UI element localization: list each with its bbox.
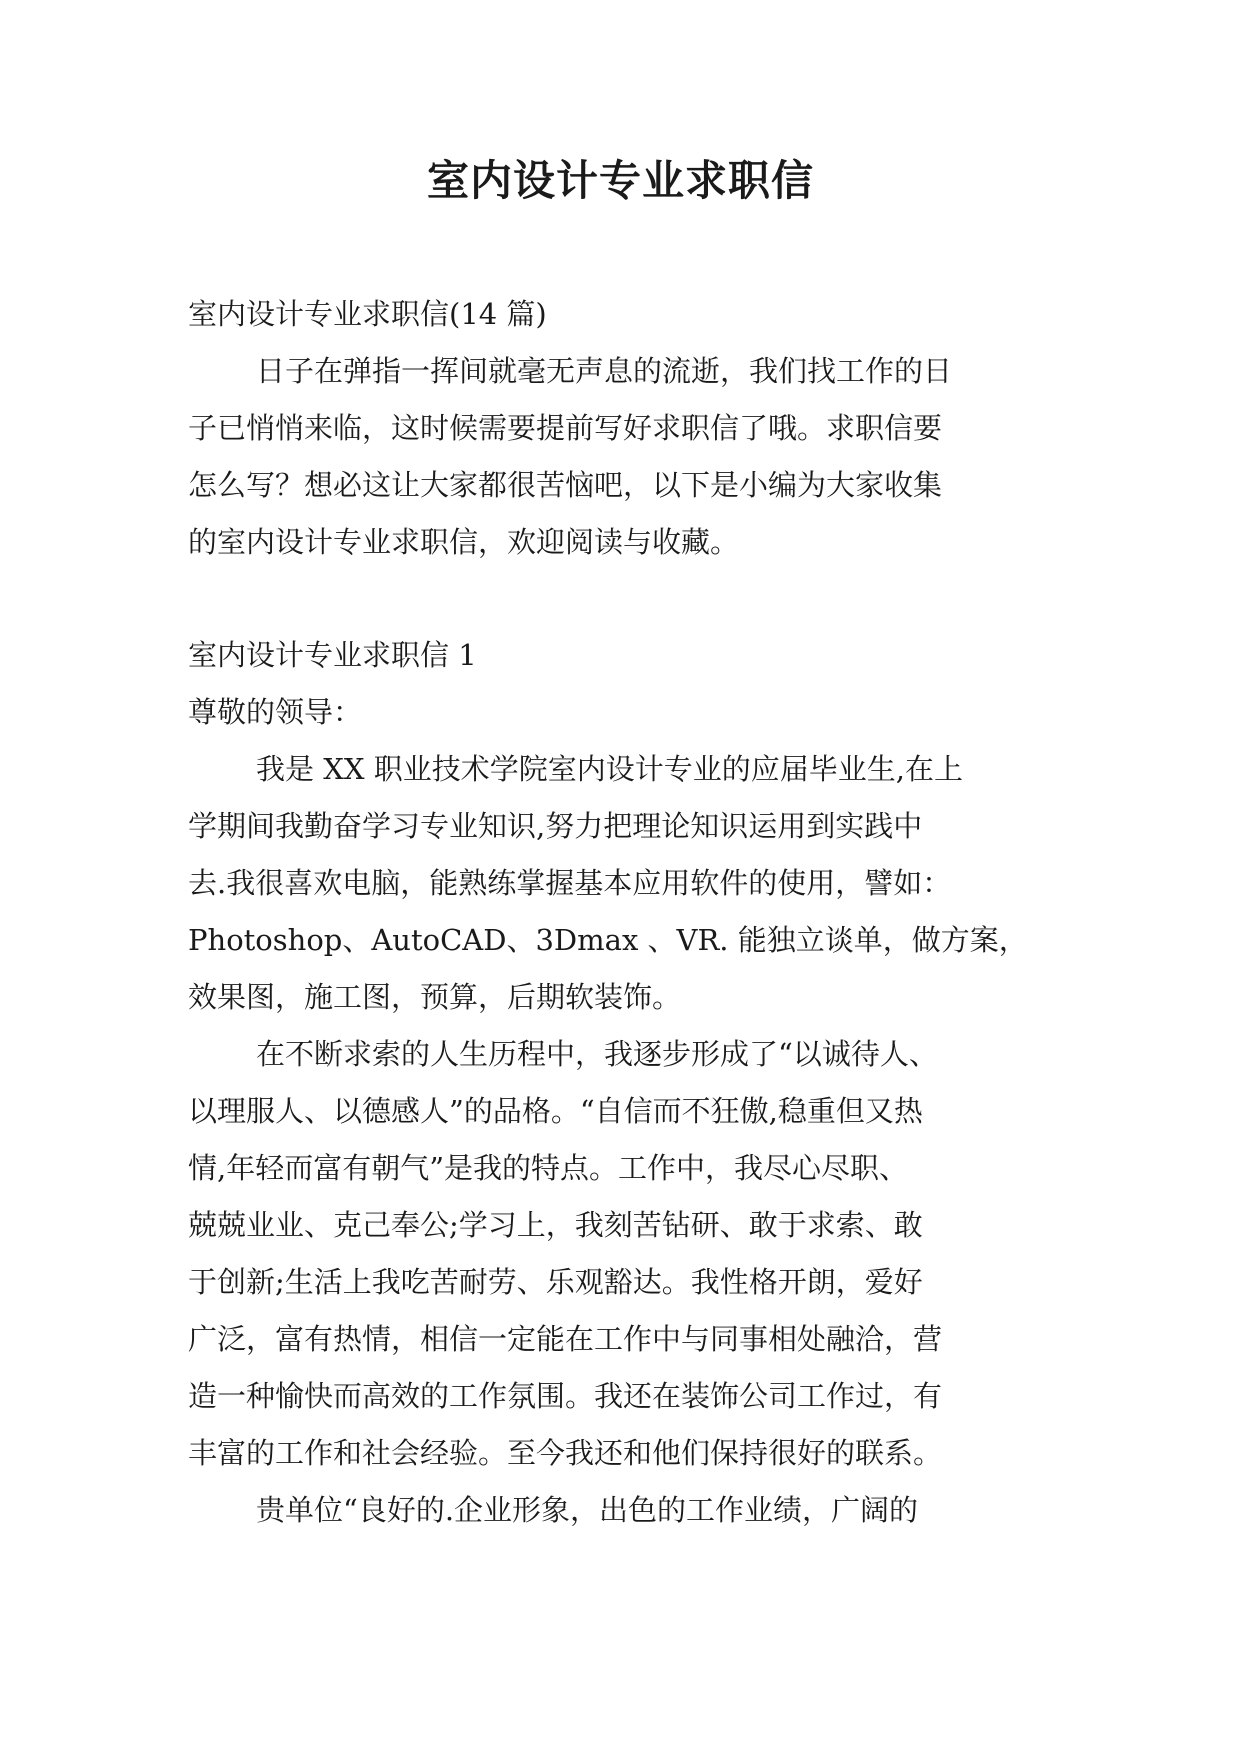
body-paragraph-line: 以理服人、以德感人”的品格。“自信而不狂傲,稳重但又热 bbox=[188, 1094, 923, 1128]
body-paragraph-line: 于创新;生活上我吃苦耐劳、乐观豁达。我性格开朗，爱好 bbox=[188, 1265, 923, 1299]
intro-paragraph-line: 怎么写？想必这让大家都很苦恼吧，以下是小编为大家收集 bbox=[188, 468, 943, 502]
intro-paragraph-line: 子已悄悄来临，这时候需要提前写好求职信了哦。求职信要 bbox=[188, 411, 943, 445]
body-paragraph-line: 兢兢业业、克己奉公;学习上，我刻苦钻研、敢于求索、敢 bbox=[188, 1208, 923, 1242]
body-paragraph-line: 我是 XX 职业技术学院室内设计专业的应届毕业生,在上 bbox=[256, 752, 963, 786]
body-paragraph-line: 丰富的工作和社会经验。至今我还和他们保持很好的联系。 bbox=[188, 1436, 943, 1470]
body-paragraph-line: 去.我很喜欢电脑，能熟练掌握基本应用软件的使用，譬如： bbox=[188, 866, 952, 900]
body-paragraph-line: 在不断求索的人生历程中，我逐步形成了“以诚待人、 bbox=[256, 1037, 938, 1071]
section-heading: 室内设计专业求职信 1 bbox=[188, 638, 477, 672]
body-paragraph-line: 效果图，施工图，预算，后期软装饰。 bbox=[188, 980, 682, 1014]
body-paragraph-line: 广泛，富有热情，相信一定能在工作中与同事相处融洽，营 bbox=[188, 1322, 943, 1356]
salutation: 尊敬的领导： bbox=[188, 695, 363, 729]
body-paragraph-line: 造一种愉快而高效的工作氛围。我还在装饰公司工作过，有 bbox=[188, 1379, 943, 1413]
body-paragraph-line: 贵单位“良好的.企业形象，出色的工作业绩，广阔的 bbox=[256, 1493, 919, 1527]
body-paragraph-line: 情,年轻而富有朝气”是我的特点。工作中，我尽心尽职、 bbox=[188, 1151, 909, 1185]
intro-paragraph-line: 的室内设计专业求职信，欢迎阅读与收藏。 bbox=[188, 525, 740, 559]
body-paragraph-line: 学期间我勤奋学习专业知识,努力把理论知识运用到实践中 bbox=[188, 809, 923, 843]
document-title: 室内设计专业求职信 bbox=[426, 156, 814, 205]
body-paragraph-line: Photoshop、AutoCAD、3Dmax 、VR. 能独立谈单，做方案， bbox=[188, 923, 1028, 957]
intro-paragraph-line: 日子在弹指一挥间就毫无声息的流逝，我们找工作的日 bbox=[256, 354, 953, 388]
subtitle-line: 室内设计专业求职信(14 篇) bbox=[188, 297, 547, 331]
